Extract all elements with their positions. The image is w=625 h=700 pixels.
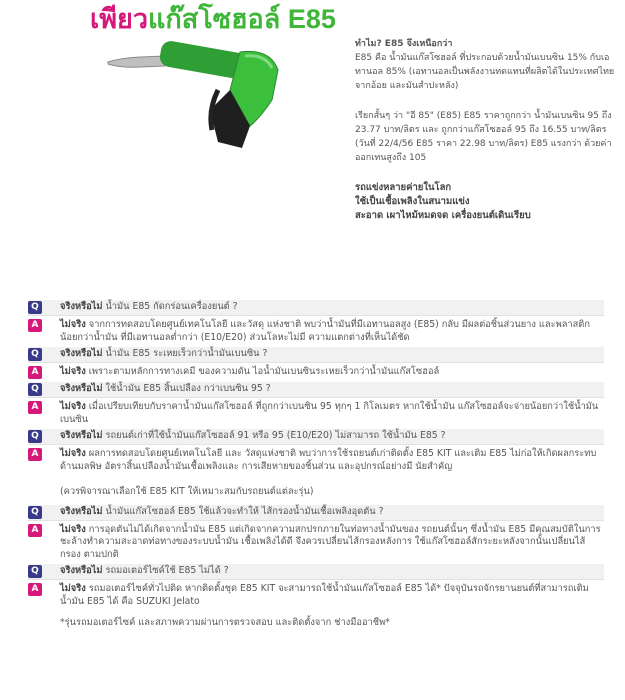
answer-badge-icon: A bbox=[28, 448, 42, 461]
faq-question bbox=[28, 429, 604, 445]
question-badge-icon: Q bbox=[28, 565, 42, 578]
intro-paragraph-1: E85 คือ น้ำมันแก๊สโซฮอล์ ที่ประกอบด้วยน้ำมันเบนซิน 15% กับเอทานอล 85% (เอทานอลเป็นพลังงานทดแทนที่ผลิตได้ในประเทศไทย จากอ้อย และมันสำปะหลัง) bbox=[355, 53, 615, 91]
question-badge-icon: Q bbox=[28, 383, 42, 396]
page-title-part2: แก๊สโซฮอล์ E85 bbox=[148, 4, 336, 34]
answer-badge-icon: A bbox=[28, 366, 42, 379]
faq-question bbox=[28, 564, 604, 580]
intro-bold-line-2: ใช้เป็นเชื้อเพลิงในสนามแข่ง bbox=[355, 196, 470, 207]
faq-list bbox=[28, 300, 604, 630]
answer-badge-icon: A bbox=[28, 401, 42, 414]
question-lead: จริงหรือไม่ bbox=[60, 383, 103, 394]
answer-text: เมื่อเปรียบเทียบกับราคาน้ำมันแก๊สโซฮอล์ ที่ถูกกว่าเบนซิน 95 ทุกๆ 1 กิโลเมตร หากใช้น้ำมัน แก๊สโซฮอล์จะจ่ายน้อยกว่าใช้น้ำมันเบนซิน bbox=[60, 401, 599, 425]
answer-text: ผลการทดสอบโดยศูนย์เทคโนโลยี และ วัสดุแห่งชาติ พบว่าการใช้รถยนต์เก่าติดตั้ง E85 KIT และเติม E85 ไม่ก่อให้เกิดผลกระทบ ด้านมลพิษ อัตราสิ้นเปลืองน้ำมันเชื้อเพลิงและ การเสียหายของชิ้นส่วน และอุปกรณ์อย่างมี นัยสำคัญ bbox=[60, 448, 597, 472]
answer-lead: ไม่จริง bbox=[60, 366, 86, 377]
question-lead: จริงหรือไม่ bbox=[60, 505, 103, 517]
faq-answer bbox=[28, 318, 604, 345]
question-text: น้ำมันแก๊สโซฮอล์ E85 ใช้แล้วจะทำให้ ไส้กรองน้ำมันเชื้อเพลิงอุดตัน ? bbox=[102, 505, 384, 517]
faq-answer bbox=[28, 582, 604, 609]
question-text: น้ำมัน E85 ระเหยเร็วกว่าน้ำมันเบนซิน ? bbox=[102, 348, 268, 359]
faq-answer bbox=[28, 523, 604, 563]
faq-answer bbox=[28, 447, 604, 474]
answer-text: จากการทดสอบโดยศูนย์เทคโนโลยี และวัสดุ แห่งชาติ พบว่าน้ำมันที่มีเอทานอลสูง (E85) กลับ มีผลต่อชิ้นส่วนยาง และพลาสติกน้อยกว่าน้ำมัน ที่มีเอทานอลต่ำกว่า (E10/E20) ส่วนโลหะไม่มี ความแตกต่างที่เห็นได้ชัด bbox=[60, 319, 590, 343]
faq-question bbox=[28, 300, 604, 316]
answer-lead: ไม่จริง bbox=[60, 319, 86, 330]
answer-badge-icon: A bbox=[28, 583, 42, 596]
answer-text: รถมอเตอร์ไซค์ทั่วไปติด หากติดตั้งชุด E85 KIT จะสามารถใช้น้ำมันแก๊สโซฮอล์ E85 ได้* ปัจจุบันรถจักรยานยนต์ที่สามารถเติมน้ำมัน E85 ได้ คือ SUZUKI Jelato bbox=[60, 583, 589, 607]
question-text: น้ำมัน E85 กัดกร่อนเครื่องยนต์ ? bbox=[102, 301, 238, 312]
answer-badge-icon: A bbox=[28, 524, 42, 537]
intro-bold-line-3: สะอาด เผาไหม้หมดจด เครื่องยนต์เดินเรียบ bbox=[355, 210, 531, 221]
faq-answer bbox=[28, 400, 604, 427]
question-text: รถยนต์เก่าที่ใช้น้ำมันแก๊สโซฮอล์ 91 หรือ 95 (E10/E20) ไม่สามารถ ใช้น้ำมัน E85 ? bbox=[102, 430, 446, 441]
question-lead: จริงหรือไม่ bbox=[60, 348, 103, 359]
answer-text: การอุดตันไม่ได้เกิดจากน้ำมัน E85 แต่เกิดจากความสกปรกภายในท่อทางน้ำมันของ รถยนต์นั้นๆ ซึ่งน้ำมัน E85 มีคุณสมบัติในการ ชะล้างทำความสะอาดท่อทางของระบบน้ำมัน เชื้อเพลิงได้ดี จึงควรเปลี่ยนไส้กรองหลังการ ใช้แก๊สโซฮอล์สักระยะหลังจากนั้นเปลี่ยนไส้กรอง ตามปกติ bbox=[60, 523, 601, 560]
question-badge-icon: Q bbox=[28, 430, 42, 443]
answer-lead: ไม่จริง bbox=[60, 401, 86, 412]
question-badge-icon: Q bbox=[28, 348, 42, 361]
question-lead: จริงหรือไม่ bbox=[60, 301, 103, 312]
intro-question: ทำไม? E85 จึงเหนือกว่า bbox=[355, 39, 453, 49]
intro-paragraph-2: เรียกสั้นๆ ว่า "อี 85" (E85) E85 ราคาถูกกว่า น้ำมันเบนซิน 95 ถึง 23.77 บาท/ลิตร และ ถูกกว่าแก๊สโซฮอล์ 95 ถึง 16.55 บาท/ลิตร (วันที่ 22/4/56 E85 ราคา 22.98 บาท/ลิตร) E85 แรงกว่า ด้วยค่าออกเทนสูงถึง 105 bbox=[355, 111, 612, 163]
answer-note: (ควรพิจารณาเลือกใช้ E85 KIT ให้เหมาะสมกับรถยนต์แต่ละรุ่น) bbox=[60, 486, 314, 497]
fuel-nozzle-icon bbox=[100, 30, 290, 160]
question-lead: จริงหรือไม่ bbox=[60, 430, 103, 441]
answer-lead: ไม่จริง bbox=[60, 523, 86, 535]
question-lead: จริงหรือไม่ bbox=[60, 565, 103, 576]
answer-lead: ไม่จริง bbox=[60, 448, 86, 459]
answer-note: *รุ่นรถมอเตอร์ไซค์ และสภาพความผ่านการตรวจสอบ และติดตั้งจาก ช่างมืออาชีพ* bbox=[60, 617, 390, 628]
faq-question bbox=[28, 505, 604, 521]
faq-question bbox=[28, 347, 604, 363]
question-text: รถมอเตอร์ไซค์ใช้ E85 ไม่ได้ ? bbox=[102, 565, 229, 576]
intro-block bbox=[355, 37, 617, 223]
question-text: ใช้น้ำมัน E85 สิ้นเปลือง กว่าเบนซิน 95 ? bbox=[102, 383, 271, 394]
answer-lead: ไม่จริง bbox=[60, 583, 86, 594]
question-badge-icon: Q bbox=[28, 506, 42, 519]
intro-bold-line-1: รถแข่งหลายค่ายในโลก bbox=[355, 182, 452, 193]
answer-text: เพราะตามหลักการทางเคมี ของความดัน ไอน้ำมันเบนซินระเหยเร็วกว่าน้ำมันแก๊สโซฮอล์ bbox=[85, 366, 440, 377]
answer-badge-icon: A bbox=[28, 319, 42, 332]
faq-answer bbox=[28, 365, 604, 380]
faq-question bbox=[28, 382, 604, 398]
page-title-part1: เพียว bbox=[90, 4, 149, 34]
question-badge-icon: Q bbox=[28, 301, 42, 314]
